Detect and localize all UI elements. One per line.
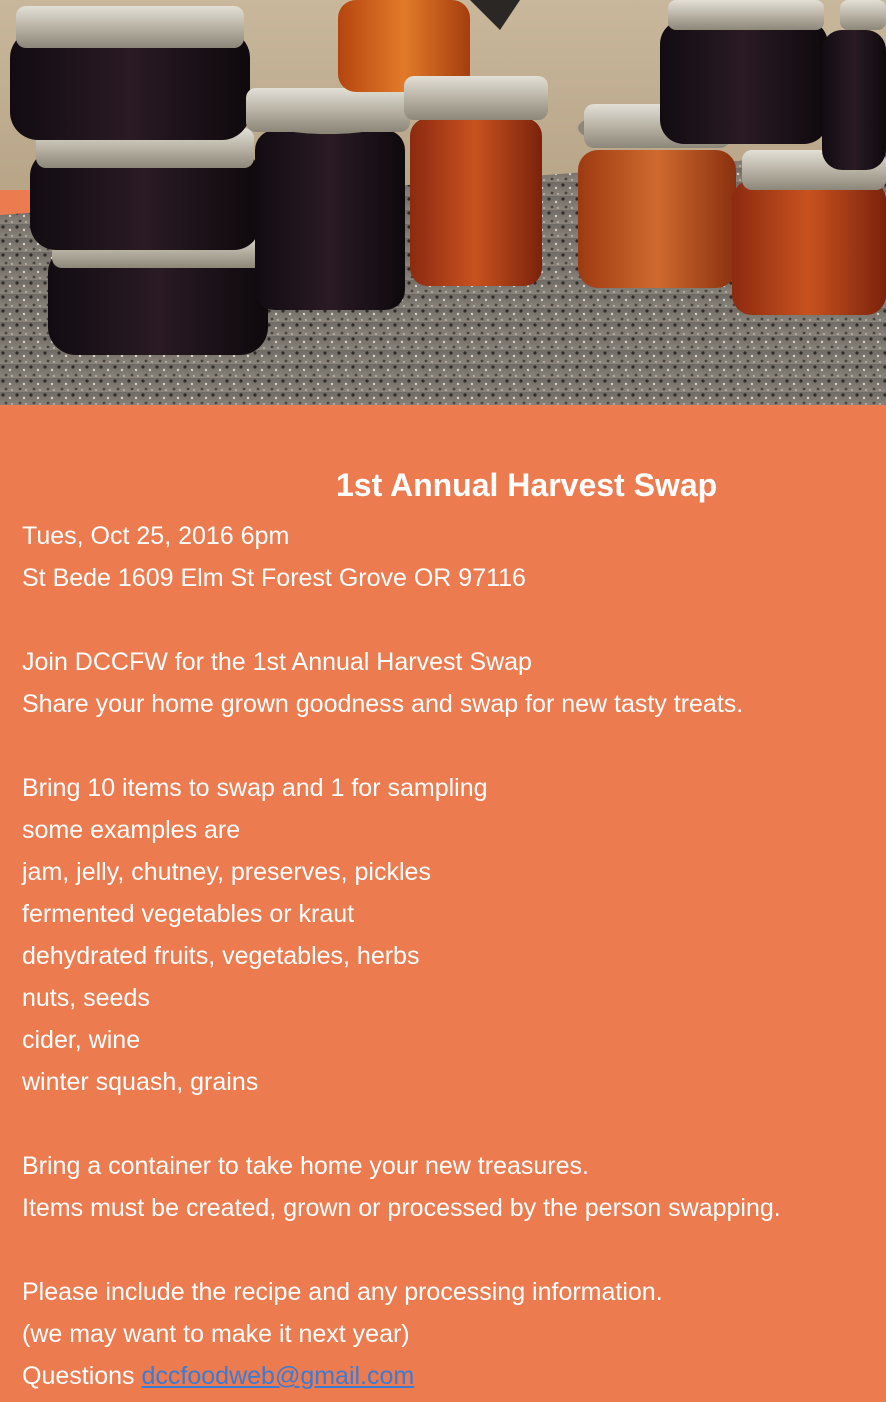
recipe-note: Please include the recipe and any processing information. [22,1278,663,1306]
rule-line: Bring a container to take home your new treasures. [22,1152,589,1180]
event-location: St Bede 1609 Elm St Forest Grove OR 97116 [22,564,526,592]
intro-line: Share your home grown goodness and swap for new tasty treats. [22,690,744,718]
recipe-note: (we may want to make it next year) [22,1320,410,1348]
rule-line: Items must be created, grown or processed by the person swapping. [22,1194,781,1222]
examples-label: some examples are [22,816,241,844]
questions-email-link[interactable]: dccfoodweb@gmail.com [141,1362,415,1390]
questions-line [22,1355,882,1397]
example-item: dehydrated fruits, vegetables, herbs [22,942,420,970]
example-item: fermented vegetables or kraut [22,900,355,928]
example-item: winter squash, grains [22,1068,259,1096]
event-title: 1st Annual Harvest Swap [336,467,718,503]
flyer-body [0,405,886,1402]
event-details [22,515,882,1397]
intro-line: Join DCCFW for the 1st Annual Harvest Swap [22,648,532,676]
event-date: Tues, Oct 25, 2016 6pm [22,522,290,550]
example-item: jam, jelly, chutney, preserves, pickles [22,858,431,886]
example-item: cider, wine [22,1026,141,1054]
spacer [22,599,882,641]
spacer [22,1103,882,1145]
spacer [22,1229,882,1271]
questions-label: Questions [22,1362,135,1390]
bring-heading: Bring 10 items to swap and 1 for sampling [22,774,488,802]
example-item: nuts, seeds [22,984,150,1012]
spacer [22,725,882,767]
jars-photo [0,0,886,405]
